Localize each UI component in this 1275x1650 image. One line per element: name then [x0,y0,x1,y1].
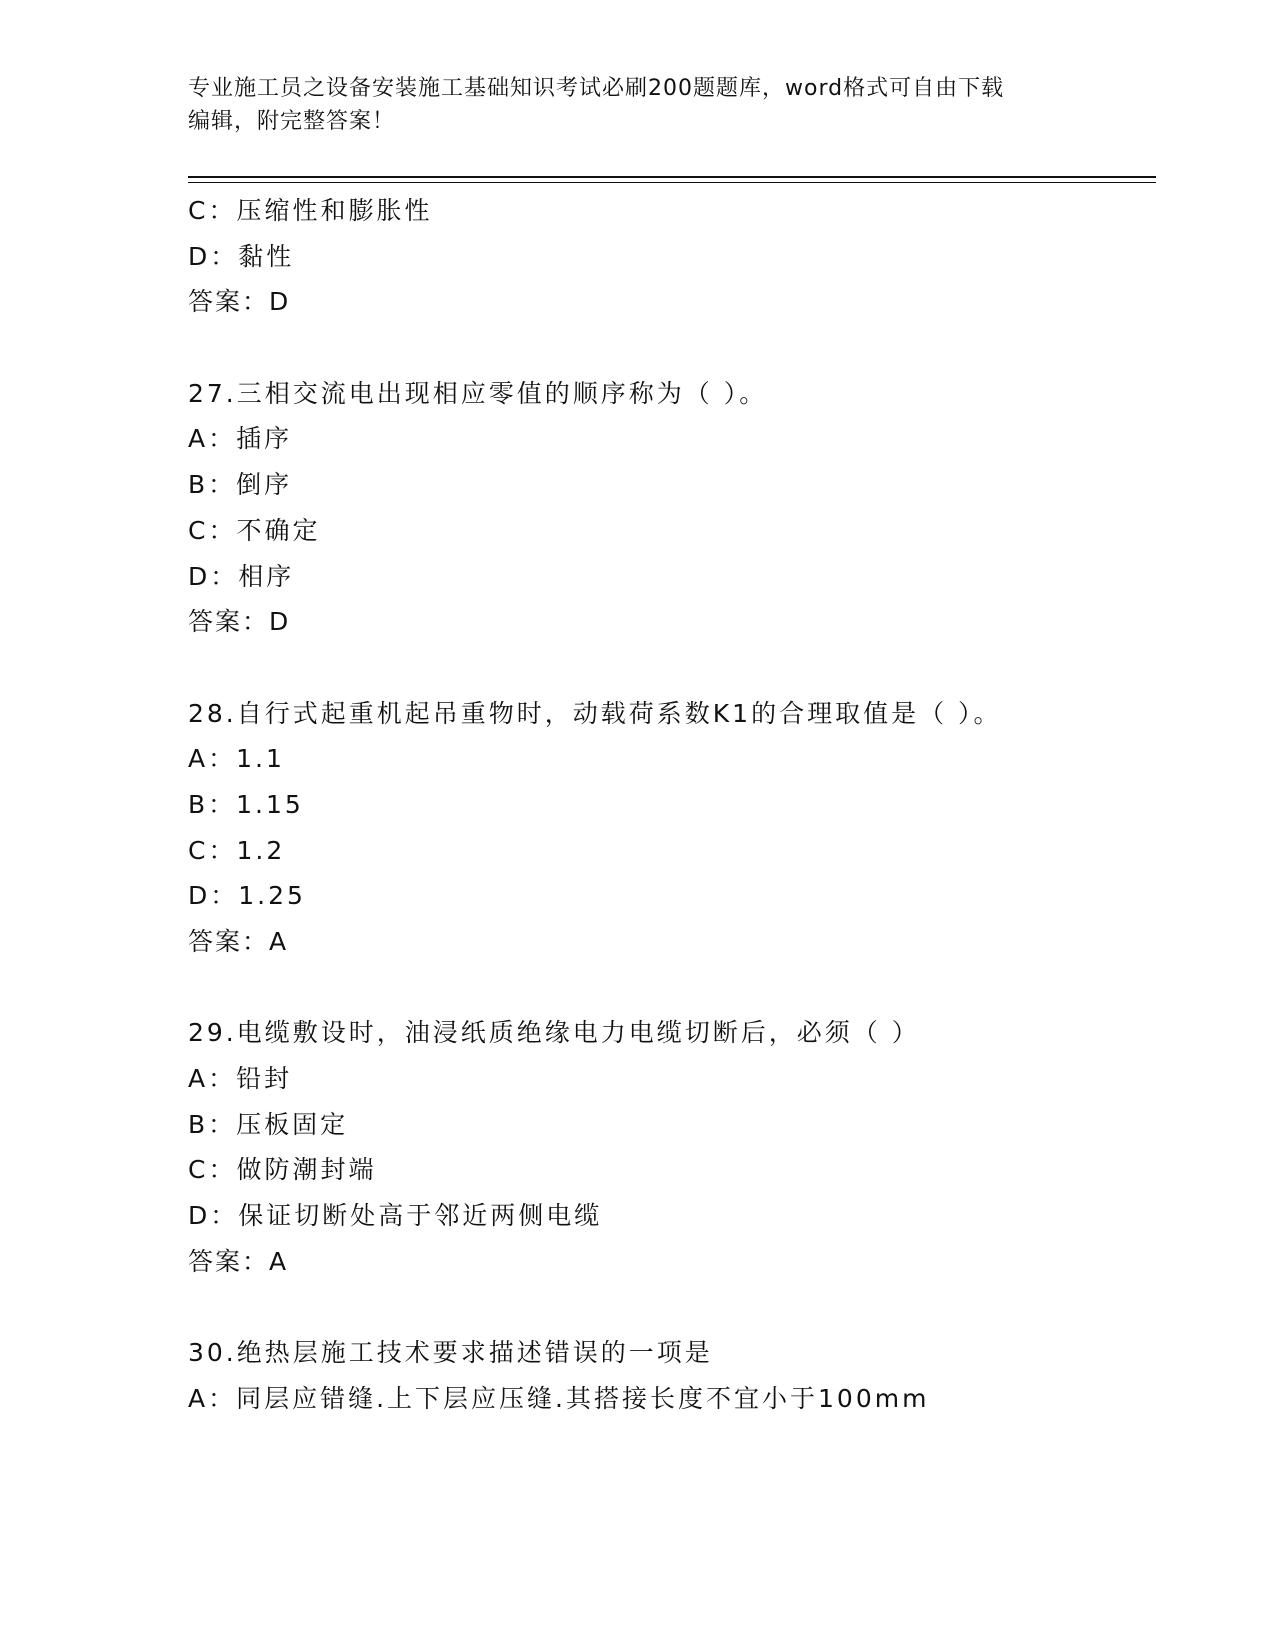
option-text: 1.25 [238,881,306,911]
option-text: 相序 [238,561,295,591]
option-d [188,873,1148,919]
option-a [188,1376,1148,1422]
option-text: 铅封 [236,1064,293,1094]
option-text: 1.2 [236,835,286,865]
option-label: C： [188,196,237,225]
option-label: D： [188,561,239,591]
option-c [188,828,1148,874]
question-stem [188,691,1148,737]
question-text: 自行式起重机起吊重物时，动载荷系数K1的合理取值是（ ）。 [236,698,1002,728]
option-text: 保证切断处高于邻近两侧电缆 [238,1201,603,1231]
option-text: 不确定 [236,515,321,545]
header-title-line-1: 专业施工员之设备安装施工基础知识考试必刷200题题库，word格式可自由下载 [188,76,1005,101]
option-d [188,1193,1148,1239]
header-title-line-2: 编辑，附完整答案！ [188,109,396,134]
option-text: 同层应错缝.上下层应压缝.其搭接长度不宜小于100mm [236,1383,930,1413]
option-text: 1.15 [236,789,304,819]
option-d [188,554,1148,600]
question-number: 29. [188,1018,237,1048]
option-a [188,736,1148,782]
option-text: 压缩性和膨胀性 [236,196,433,225]
answer: 答案：D [188,607,291,637]
option-c [188,1147,1148,1193]
option-text: 黏性 [238,241,295,271]
option-label: D： [188,241,239,271]
option-label: B： [188,789,237,819]
option-label: A： [188,744,237,774]
option-text: 插序 [236,424,293,454]
question-text: 三相交流电出现相应零值的顺序称为（ ）。 [236,378,768,408]
question-stem [188,371,1148,417]
option-label: C： [188,515,237,545]
question-number: 28. [188,698,237,728]
option-c [188,188,1148,234]
spacer [188,965,1148,1011]
answer: 答案：A [188,1246,289,1276]
option-b [188,782,1148,828]
option-text: 压板固定 [236,1109,349,1139]
option-b [188,1102,1148,1148]
question-stem [188,1010,1148,1056]
option-a [188,416,1148,462]
option-a [188,1056,1148,1102]
option-label: D： [188,1201,239,1231]
option-label: C： [188,1155,237,1185]
answer: 答案：D [188,287,291,317]
spacer [188,1285,1148,1331]
option-d [188,234,1148,280]
header-rule-thin [188,182,1156,183]
question-list [188,188,1148,1422]
option-label: A： [188,424,237,454]
question-number: 27. [188,378,237,408]
option-text: 做防潮封端 [236,1155,377,1185]
option-label: B： [188,470,237,500]
option-label: A： [188,1064,237,1094]
spacer [188,645,1148,691]
header-rule-thick [188,176,1156,178]
spacer [188,325,1148,371]
question-number: 30. [188,1338,237,1368]
answer: 答案：A [188,927,289,956]
question-text: 电缆敷设时，油浸纸质绝缘电力电缆切断后，必须（ ） [236,1018,920,1048]
option-label: D： [188,881,239,911]
option-label: A： [188,1383,237,1413]
option-c [188,508,1148,554]
option-b [188,462,1148,508]
option-label: C： [188,835,237,865]
document-header [188,72,1088,138]
option-label: B： [188,1109,237,1139]
option-text: 倒序 [236,470,293,500]
question-text: 绝热层施工技术要求描述错误的一项是 [236,1338,713,1368]
question-stem [188,1330,1148,1376]
option-text: 1.1 [236,744,285,774]
